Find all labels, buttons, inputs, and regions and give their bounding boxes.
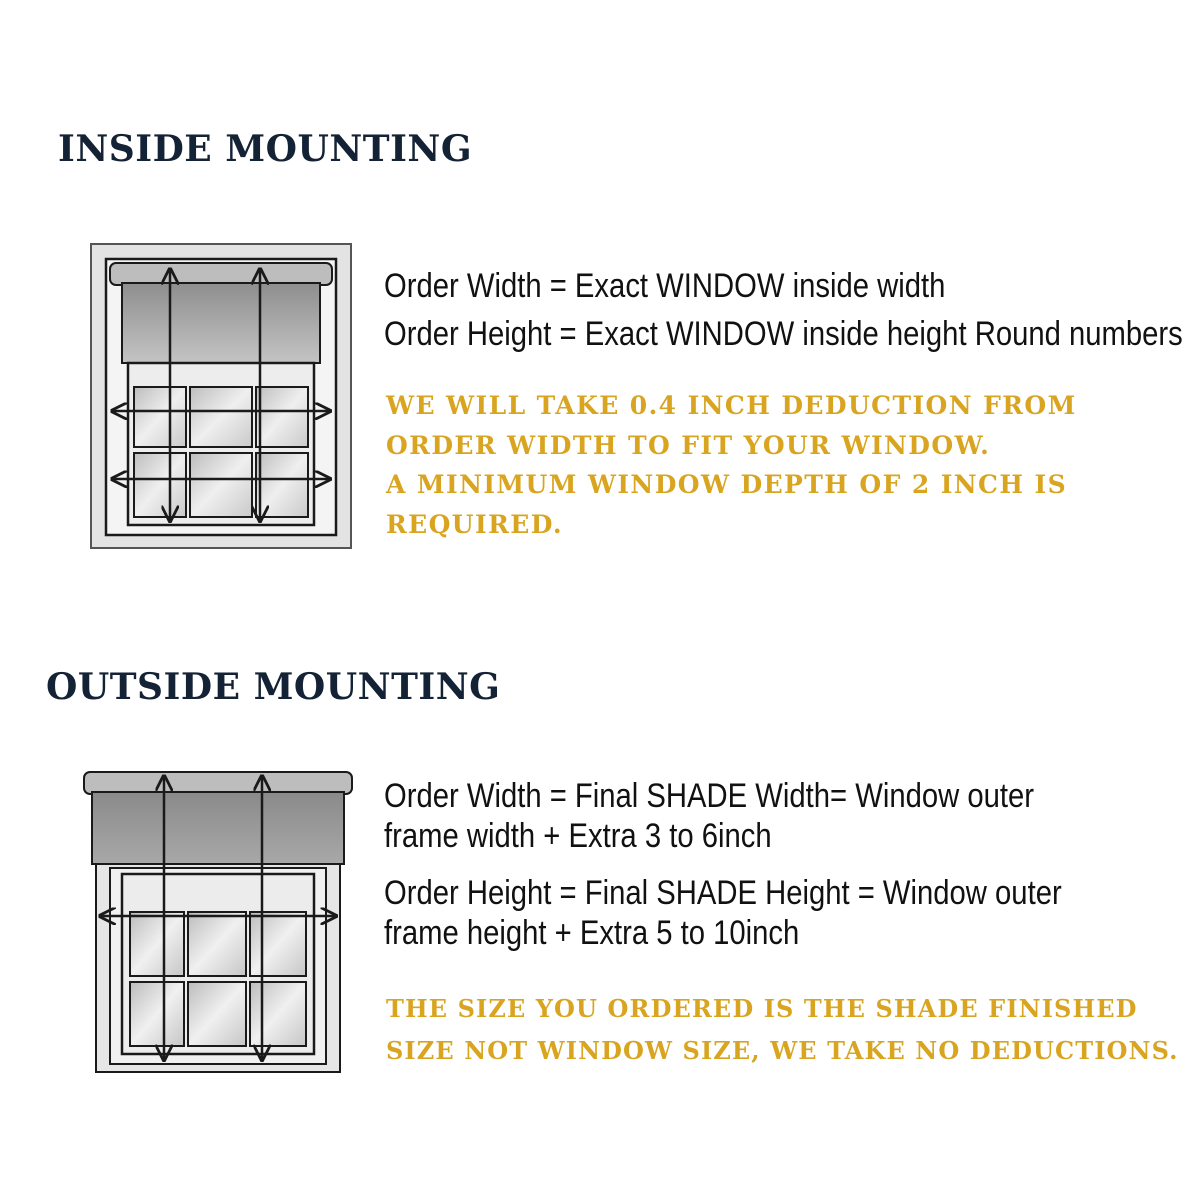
- outside-mounting-heading: OUTSIDE MOUNTING: [46, 666, 501, 708]
- roller-cassette: [110, 263, 332, 285]
- outside-order-width-rule: [384, 776, 1034, 856]
- inside-deduction-note: [386, 386, 1077, 544]
- outside-width-rule-line: Order Width = Final SHADE Width= Window outer: [384, 777, 1035, 815]
- inside-note-line: ORDER WIDTH TO FIT YOUR WINDOW.: [386, 430, 991, 460]
- inside-order-width-rule: Order Width = Exact WINDOW inside width: [384, 267, 946, 305]
- shade-fabric: [92, 792, 344, 864]
- inside-mounting-heading: INSIDE MOUNTING: [58, 128, 473, 170]
- outside-height-rule-line: frame height + Extra 5 to 10inch: [384, 914, 800, 952]
- outside-no-deduction-note: [386, 988, 1179, 1072]
- roller-cassette: [84, 772, 352, 794]
- window-panes: [134, 387, 308, 517]
- outside-width-rule-line: frame width + Extra 3 to 6inch: [384, 817, 772, 855]
- inside-note-line: WE WILL TAKE 0.4 INCH DEDUCTION FROM: [386, 391, 1077, 420]
- inside-mount-window-icon: [90, 243, 352, 549]
- shade-fabric: [122, 283, 320, 363]
- outside-note-line: THE SIZE YOU ORDERED IS THE SHADE FINISHED: [386, 994, 1138, 1023]
- inside-note-line: A MINIMUM WINDOW DEPTH OF 2 INCH IS: [386, 470, 1068, 499]
- outside-order-height-rule: [384, 873, 1062, 953]
- inside-note-line: REQUIRED.: [386, 509, 564, 539]
- inside-order-rules: [384, 262, 1183, 358]
- outside-note-line: SIZE NOT WINDOW SIZE, WE TAKE NO DEDUCTIONS.: [386, 1036, 1179, 1065]
- outside-height-rule-line: Order Height = Final SHADE Height = Window outer: [384, 874, 1062, 912]
- outside-mount-window-icon: [82, 768, 354, 1074]
- inside-order-height-rule: Order Height = Exact WINDOW inside height Round numbers: [384, 315, 1183, 353]
